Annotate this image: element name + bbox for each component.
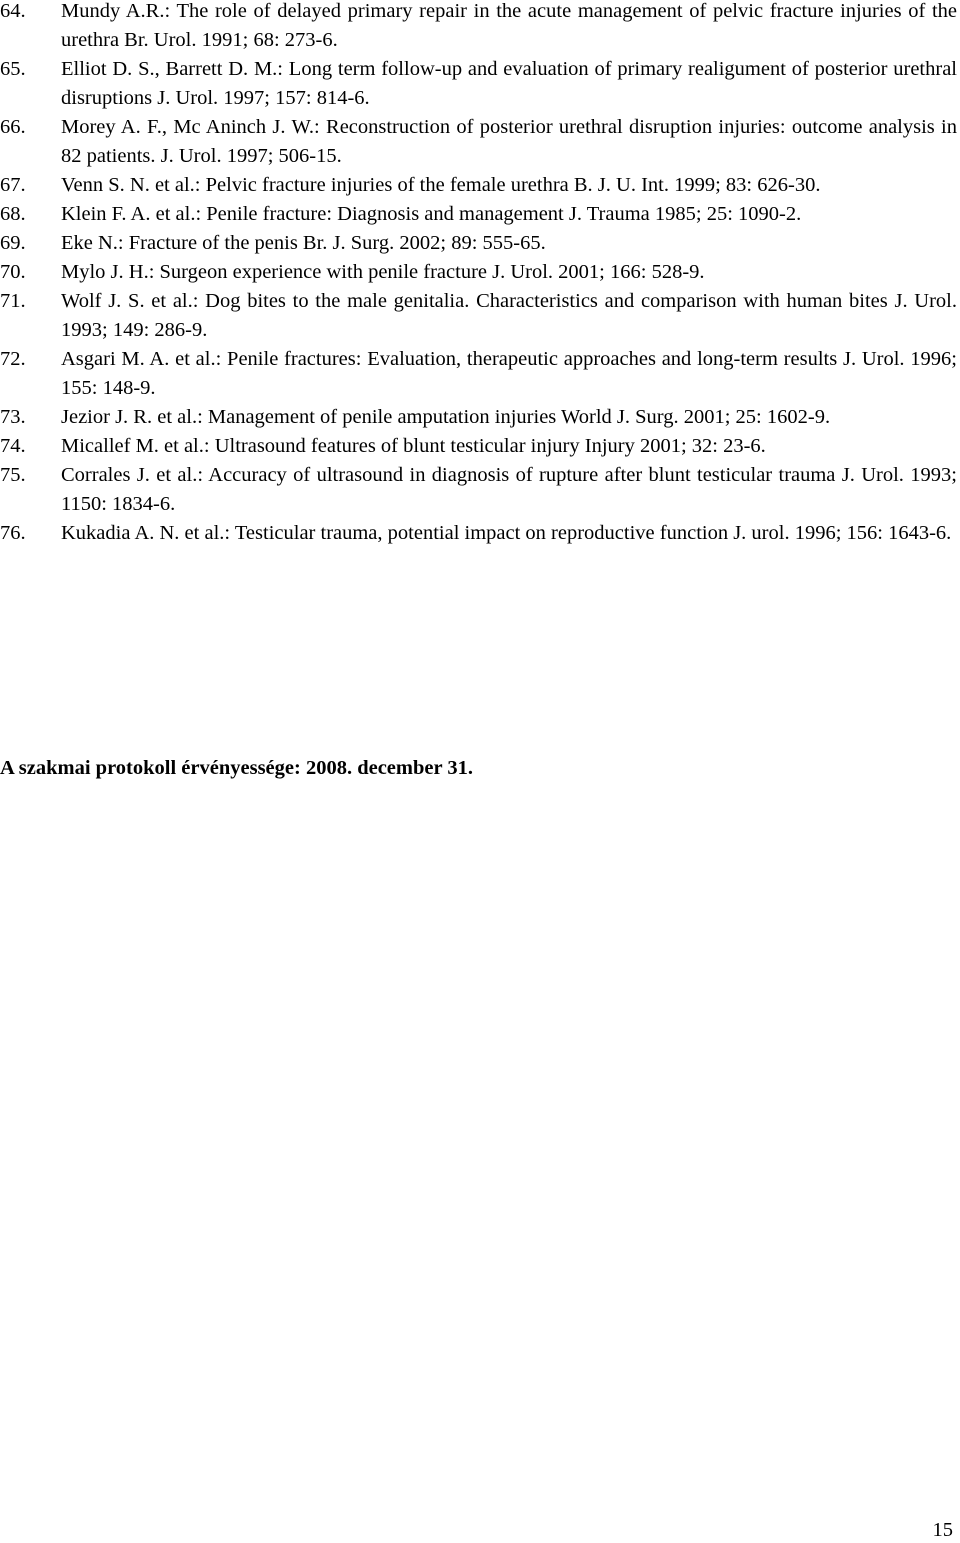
reference-text: Wolf J. S. et al.: Dog bites to the male genitalia. Characteristics and comparison with human bites J. Urol. 1993; 149: 286-9. <box>61 290 957 341</box>
reference-number: 73. <box>0 406 26 428</box>
reference-item <box>0 55 957 113</box>
reference-text: Morey A. F., Mc Aninch J. W.: Reconstruction of posterior urethral disruption injuries: outcome analysis in 82 patients. J. Urol. 1997; 506-15. <box>61 116 957 167</box>
reference-number: 76. <box>0 522 26 544</box>
reference-item <box>0 113 957 171</box>
reference-text: Kukadia A. N. et al.: Testicular trauma, potential impact on reproductive function J. urol. 1996; 156: 1643-6. <box>61 522 952 544</box>
reference-text: Jezior J. R. et al.: Management of penile amputation injuries World J. Surg. 2001; 25: 1602-9. <box>61 406 831 428</box>
reference-number: 65. <box>0 58 26 80</box>
reference-text: Elliot D. S., Barrett D. M.: Long term follow-up and evaluation of primary realigument of posterior urethral disruptions J. Urol. 1997; 157: 814-6. <box>61 58 957 109</box>
reference-number: 66. <box>0 116 26 138</box>
reference-list <box>0 0 957 548</box>
reference-item <box>0 258 957 287</box>
reference-text: Mundy A.R.: The role of delayed primary repair in the acute management of pelvic fracture injuries of the urethra Br. Urol. 1991; 68: 273-6. <box>61 0 957 51</box>
reference-text: Asgari M. A. et al.: Penile fractures: Evaluation, therapeutic approaches and long-term results J. Urol. 1996; 155: 148-9. <box>61 348 957 399</box>
reference-number: 72. <box>0 348 26 370</box>
protocol-validity-statement: A szakmai protokoll érvényessége: 2008. december 31. <box>0 757 473 779</box>
reference-item <box>0 287 957 345</box>
reference-text: Corrales J. et al.: Accuracy of ultrasound in diagnosis of rupture after blunt testicular trauma J. Urol. 1993; 1150: 1834-6. <box>61 464 957 515</box>
reference-number: 74. <box>0 435 26 457</box>
reference-number: 64. <box>0 0 26 22</box>
reference-item <box>0 0 957 55</box>
reference-number: 71. <box>0 290 26 312</box>
reference-text: Mylo J. H.: Surgeon experience with penile fracture J. Urol. 2001; 166: 528-9. <box>61 261 705 283</box>
reference-item <box>0 229 957 258</box>
reference-text: Venn S. N. et al.: Pelvic fracture injuries of the female urethra B. J. U. Int. 1999; 83: 626-30. <box>61 174 821 196</box>
reference-text: Micallef M. et al.: Ultrasound features of blunt testicular injury Injury 2001; 32: 23-6. <box>61 435 766 457</box>
reference-item <box>0 432 957 461</box>
reference-text: Klein F. A. et al.: Penile fracture: Diagnosis and management J. Trauma 1985; 25: 1090-2. <box>61 203 802 225</box>
reference-text: Eke N.: Fracture of the penis Br. J. Surg. 2002; 89: 555-65. <box>61 232 546 254</box>
reference-number: 68. <box>0 203 26 225</box>
reference-number: 70. <box>0 261 26 283</box>
reference-item <box>0 345 957 403</box>
page-number: 15 <box>932 1519 953 1541</box>
reference-number: 75. <box>0 464 26 486</box>
reference-item <box>0 171 957 200</box>
reference-number: 67. <box>0 174 26 196</box>
reference-item <box>0 200 957 229</box>
reference-item <box>0 519 957 548</box>
reference-item <box>0 461 957 519</box>
reference-item <box>0 403 957 432</box>
reference-number: 69. <box>0 232 26 254</box>
